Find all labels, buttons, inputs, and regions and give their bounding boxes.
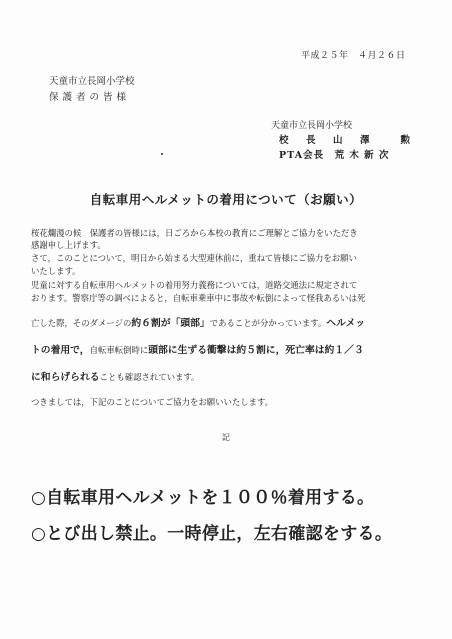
scan-speck — [161, 153, 163, 155]
sender-pta-chair: PTA会長 荒 木 新 次 — [279, 150, 390, 161]
body-line — [31, 345, 364, 356]
body-text: 亡した際，そのダメージの — [31, 318, 132, 328]
emphasis-text: 頭部に生ずる衝撃は約５割に，死亡率は約１／３ — [148, 345, 364, 356]
body-line: さて，このことについて，明日から始まる大型連休前に，重ねて皆様にご協力をお願い — [31, 253, 357, 263]
emphasis-text: 約６割が「頭部」 — [131, 318, 210, 329]
recipient-school: 天童市立長岡小学校 — [49, 76, 135, 87]
body-line: おります。警察庁等の調べによると，自転車乗車中に事故や転倒によって怪我あるいは死 — [31, 293, 366, 303]
recipient-group: 保護者の皆様 — [49, 92, 131, 103]
body-line: 児童に対する自転車用ヘルメットの着用努力義務については，道路交通法に規定されて — [31, 280, 358, 290]
emphasis-text: ヘルメッ — [326, 318, 366, 329]
body-text: 自転車転倒時に — [89, 345, 149, 355]
body-line: 感謝申し上げます。 — [31, 240, 106, 250]
letter-title: 自転車用ヘルメットの着用について（お願い） — [89, 192, 363, 207]
body-line — [31, 372, 199, 383]
body-line: いたします。 — [31, 266, 81, 276]
ki-heading: 記 — [222, 433, 230, 442]
emphasis-text: トの着用で， — [31, 345, 90, 356]
sender-school: 天童市立長岡小学校 — [271, 121, 353, 131]
letter-date: 平成２５年 ４月２６日 — [301, 51, 406, 61]
body-text: であることが分かっています。 — [209, 318, 327, 328]
sender-principal: 校 長 山 澤 勲 — [279, 135, 415, 146]
goal-safety-check: ○とび出し禁止。一時停止，左右確認をする。 — [31, 524, 393, 544]
goal-helmet: ○自転車用ヘルメットを１００％着用する。 — [31, 488, 375, 508]
body-line: つきましては，下記のことについてご協力をお願いいたします。 — [31, 397, 274, 407]
emphasis-text: に和らげられる — [31, 372, 100, 383]
body-line: 桜花爛漫の候 保護者の皆様には，日ごろから本校の教育にご理解とご協力をいただき — [31, 228, 358, 238]
body-text: ことも確認されています。 — [99, 372, 200, 382]
body-line — [31, 318, 365, 329]
